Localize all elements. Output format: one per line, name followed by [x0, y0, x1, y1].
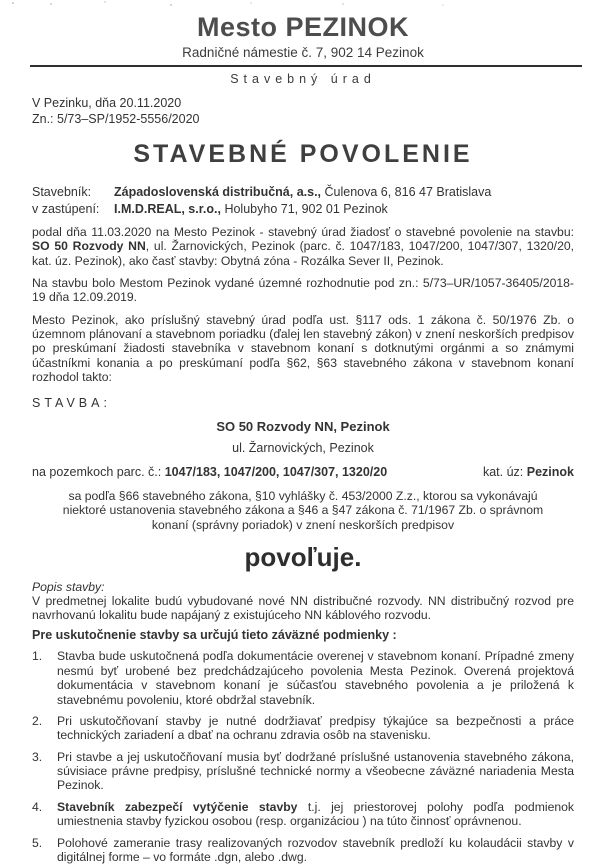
- department-name: Stavebný úrad: [230, 72, 376, 86]
- builder-value: [114, 184, 491, 200]
- conditions-list: [32, 649, 574, 864]
- authority-paragraph: Mesto Pezinok, ako príslušný stavebný úrad podľa ust. §117 ods. 1 zákona č. 50/1976 Zb. o územnom plánovaní a stavebnom poriadku (ďalej len stavebný zákon) v znení neskorších predpisov po preskúmaní žiadosti stavebníka v stavebnom konaní s dotknutými orgánmi a so známymi účastníkmi konania a po preskúmaní podľa §62, §63 stavebného zákona v stavebnom konaní rozhodol takto:: [32, 312, 574, 385]
- representative-value: [114, 201, 388, 217]
- condition-number: 3.: [32, 749, 43, 764]
- builder-row: [32, 184, 574, 200]
- condition-text: [57, 750, 574, 793]
- construction-street: ul. Žarnovických, Pezinok: [232, 440, 374, 455]
- condition-text: [57, 714, 574, 743]
- parcels-left: [32, 465, 387, 479]
- condition-number: 5.: [32, 835, 43, 850]
- parcels-row: [32, 465, 574, 479]
- decision-word: povoľuje.: [244, 541, 362, 572]
- condition-4-run-1: Stavebník zabezpečí vytýčenie stavby: [57, 799, 298, 814]
- condition-item-1: [32, 649, 574, 707]
- representative-name: I.M.D.REAL, s.r.o.,: [114, 201, 221, 216]
- application-run-2: SO 50 Rozvody NN: [32, 239, 146, 254]
- condition-2-run-1: Pri uskutočňovaní stavby je nutné dodržiavať predpisy týkajúce sa bezpečnosti a práce technických zariadení a dbať na ochranu zdravia osôb na stavenisku.: [57, 713, 574, 743]
- representative-address: Holubyho 71, 902 01 Pezinok: [224, 201, 388, 216]
- condition-text: [57, 800, 574, 829]
- stavba-label: STAVBA:: [32, 395, 111, 410]
- condition-number: 2.: [32, 713, 43, 728]
- application-run-3: , ul. Žarnovických, Pezinok (parc. č. 1047/183, 1047/200, 1047/307, 1320/20, kat. úz. Pezinok), ako časť stavby: Obytná zóna - Rozálka Sever II, Pezinok.: [32, 239, 575, 268]
- parties-block: [32, 184, 574, 217]
- parcels-label: na pozemkoch parc. č.:: [32, 464, 162, 479]
- zoning-decision-paragraph: Na stavbu bolo Mestom Pezinok vydané územné rozhodnutie pod zn.: 5/73–UR/1057-36405/2018-19 dňa 12.09.2019.: [32, 275, 574, 305]
- document-title: STAVEBNÉ POVOLENIE: [133, 140, 473, 169]
- cadastre-value: Pezinok: [526, 464, 574, 479]
- builder-address: Čulenova 6, 816 47 Bratislava: [324, 185, 492, 200]
- condition-number: 1.: [32, 649, 43, 664]
- condition-3-run-1: Pri stavbe a jej uskutočňovaní musia byť dodržané príslušné ustanovenia stavebného zákona, súvisiace právne predpisy, príslušné technické normy a všeobecne záväzné nariadenia Mesta Pezinok.: [57, 749, 574, 793]
- condition-4-run-2: t.j. jej priestorovej polohy podľa podmienok umiestnenia stavby fyzickou osobou (resp. organizáciou ) na túto činnosť oprávnenou.: [57, 799, 575, 829]
- scan-artifacts: [12, 2, 14, 4]
- description-label: Popis stavby:: [32, 579, 105, 594]
- reference-number: Zn.: 5/73–SP/1952-5556/2020: [32, 111, 200, 126]
- construction-name: SO 50 Rozvody NN, Pezinok: [216, 418, 390, 434]
- application-paragraph: [32, 225, 574, 268]
- legal-basis-paragraph: sa podľa §66 stavebného zákona, §10 vyhlášky č. 453/2000 Z.z., ktorou sa vykonávajú niektoré ustanovenia stavebného zákona a §46 a §47 zákona č. 71/1967 Zb. o správnom konaní (správny poriadok) v znení neskorších predpisov: [62, 488, 544, 532]
- builder-label: Stavebník:: [32, 185, 92, 200]
- condition-number: 4.: [32, 799, 43, 814]
- conditions-heading: Pre uskutočnenie stavby sa určujú tieto záväzné podmienky :: [32, 628, 397, 643]
- condition-5-run-1: Polohové zameranie trasy realizovaných rozvodov stavebník predloží ku kolaudácii stavby v digitálnej forme – vo formáte .dgn, alebo .dwg.: [57, 835, 574, 864]
- org-name: Mesto PEZINOK: [196, 12, 410, 42]
- description-text: V predmetnej lokalite budú vybudované nové NN distribučné rozvody. NN distribučný rozvod pre navrhovanú lokalitu bude napájaný z existujúceho NN káblového rozvodu.: [32, 593, 574, 622]
- application-run-1: podal dňa 11.03.2020 na Mesto Pezinok - stavebný úrad žiadosť o stavebné povolenie na stavbu:: [32, 224, 574, 239]
- condition-text: [57, 649, 574, 707]
- condition-item-3: [32, 750, 574, 793]
- builder-name: Západoslovenská distribučná, a.s.,: [114, 185, 322, 200]
- cadastre-label: kat. úz:: [482, 464, 524, 479]
- representative-label: v zastúpení:: [32, 201, 100, 216]
- org-address: Radničné námestie č. 7, 902 14 Pezinok: [182, 45, 424, 60]
- header-divider: [30, 65, 582, 67]
- condition-1-run-1: Stavba bude uskutočnená podľa dokumentácie overenej v stavebnom konaní. Prípadné zmeny nesmú byť urobené bez predchádzajúceho povolenia Mesta Pezinok. Overená projektová dokumentácia v stavebnom konaní je súčasťou stavebného povolenia a je priložená k stavebnému povoleniu, ktoré obdržal stavebník.: [57, 649, 574, 707]
- condition-item-2: [32, 714, 574, 743]
- parcels-numbers: 1047/183, 1047/200, 1047/307, 1320/20: [164, 464, 388, 479]
- document-meta: [32, 96, 574, 127]
- cadastre-right: [483, 465, 574, 479]
- issue-place-date: V Pezinku, dňa 20.11.2020: [32, 96, 182, 110]
- representative-row: [32, 201, 574, 217]
- condition-item-4: [32, 800, 574, 829]
